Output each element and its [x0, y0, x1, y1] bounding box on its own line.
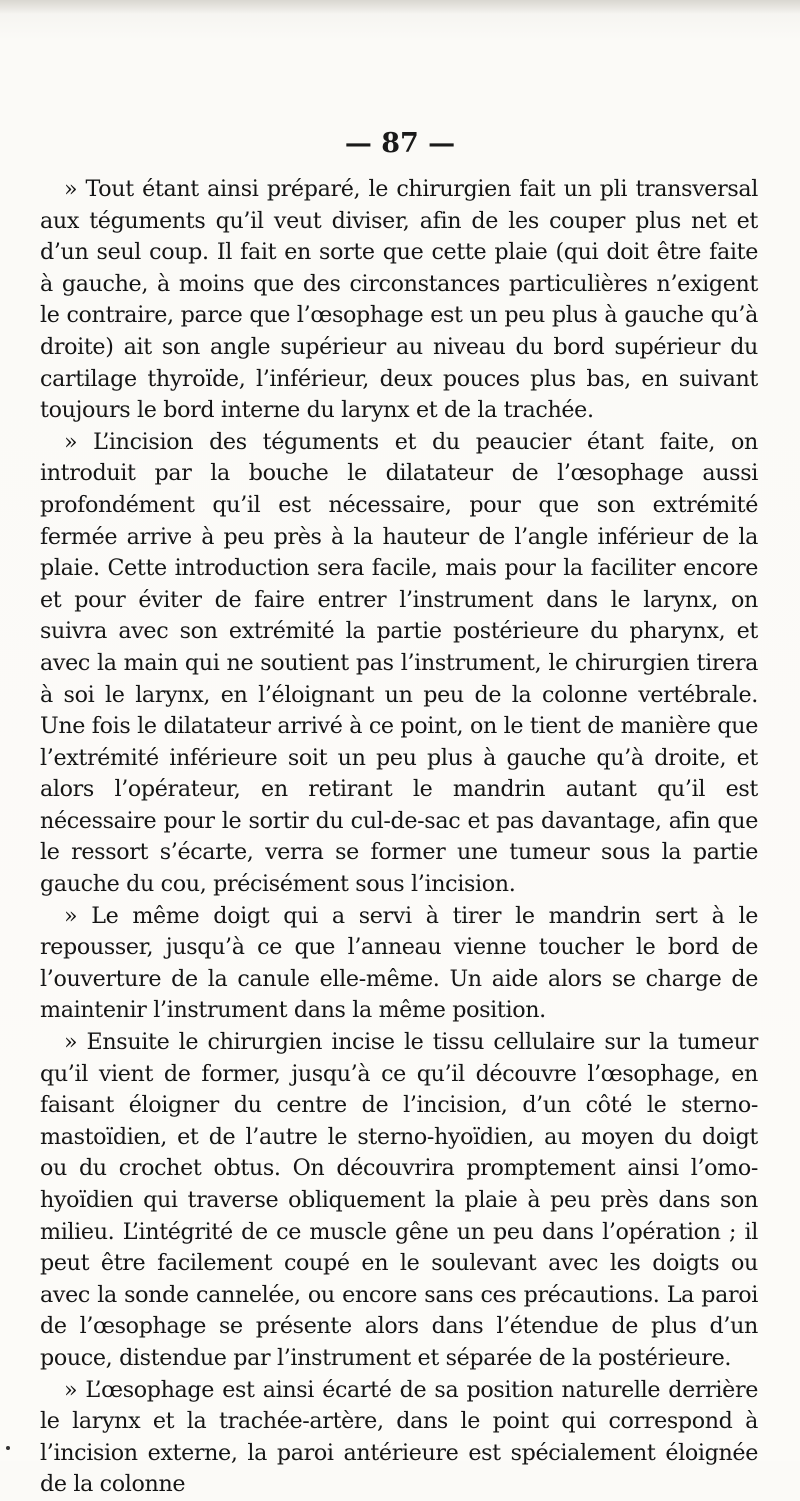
paragraph-2: » L’incision des téguments et du peaucier étant faite, on introduit par la bouche le dilatateur de l’œsophage aussi profondément qu’il est nécessaire, pour que son extrémité fermée arrive à peu près à la hauteur de l’angle inférieur de la plaie. Cette introduction sera facile, mais pour la faciliter encore et pour éviter de faire entrer l’instrument dans le larynx, on suivra avec son extrémité la partie postérieure du pharynx, et avec la main qui ne soutient pas l’instrument, le chirurgien tirera à soi le larynx, en l’éloignant un peu de la colonne vertébrale. Une fois le dilatateur arrivé à ce point, on le tient de manière que l’extrémité inférieure soit un peu plus à gauche qu’à droite, et alors l’opérateur, en retirant le mandrin autant qu’il est nécessaire pour le sortir du cul-de-sac et pas davantage, afin que le ressort s’écarte, verra se former une tumeur sous la partie gauche du cou, précisément sous l’incision.	[40, 428, 758, 898]
paragraph-3: » Le même doigt qui a servi à tirer le mandrin sert à le repousser, jusqu’à ce que l’anneau vienne toucher le bord de l’ouverture de la canule elle-même. Un aide alors se charge de maintenir l’instrument dans la même position.	[40, 902, 758, 1024]
page-number: — 87 —	[344, 128, 456, 159]
paragraph-1: » Tout étant ainsi préparé, le chirurgien fait un pli transversal aux téguments qu’il veut diviser, afin de les couper plus net et d’un seul coup. Il fait en sorte que cette plaie (qui doit être faite à gauche, à moins que des circonstances particulières n’exigent le contraire, parce que l’œsophage est un peu plus à gauche qu’à droite) ait son angle supérieur au niveau du bord supérieur du cartilage thyroïde, l’inférieur, deux pouces plus bas, en suivant toujours le bord interne du larynx et de la trachée.	[40, 176, 758, 424]
paragraph-5: » L’œsophage est ainsi écarté de sa position naturelle derrière le larynx et la trachée-artère, dans le point qui correspond à l’incision externe, la paroi antérieure est spécialement éloignée de la colonne	[40, 1376, 758, 1498]
paragraph-4: » Ensuite le chirurgien incise le tissu cellulaire sur la tumeur qu’il vient de former, jusqu’à ce qu’il découvre l’œsophage, en faisant éloigner du centre de l’incision, d’un côté le sterno-mastoïdien, et de l’autre le sterno-hyoïdien, au moyen du doigt ou du crochet obtus. On découvrira promptement ainsi l’omo-hyoïdien qui traverse obliquement la plaie à peu près dans son milieu. L’intégrité de ce muscle gêne un peu dans l’opération ; il peut être facilement coupé en le soulevant avec les doigts ou avec la sonde cannelée, ou encore sans ces précautions. La paroi de l’œsophage se présente alors dans l’étendue de plus d’un pouce, distendue par l’instrument et séparée de la postérieure.	[40, 1029, 758, 1371]
page-top-shadow	[0, 0, 800, 14]
print-speck	[6, 1446, 10, 1450]
body-text	[40, 174, 758, 1501]
